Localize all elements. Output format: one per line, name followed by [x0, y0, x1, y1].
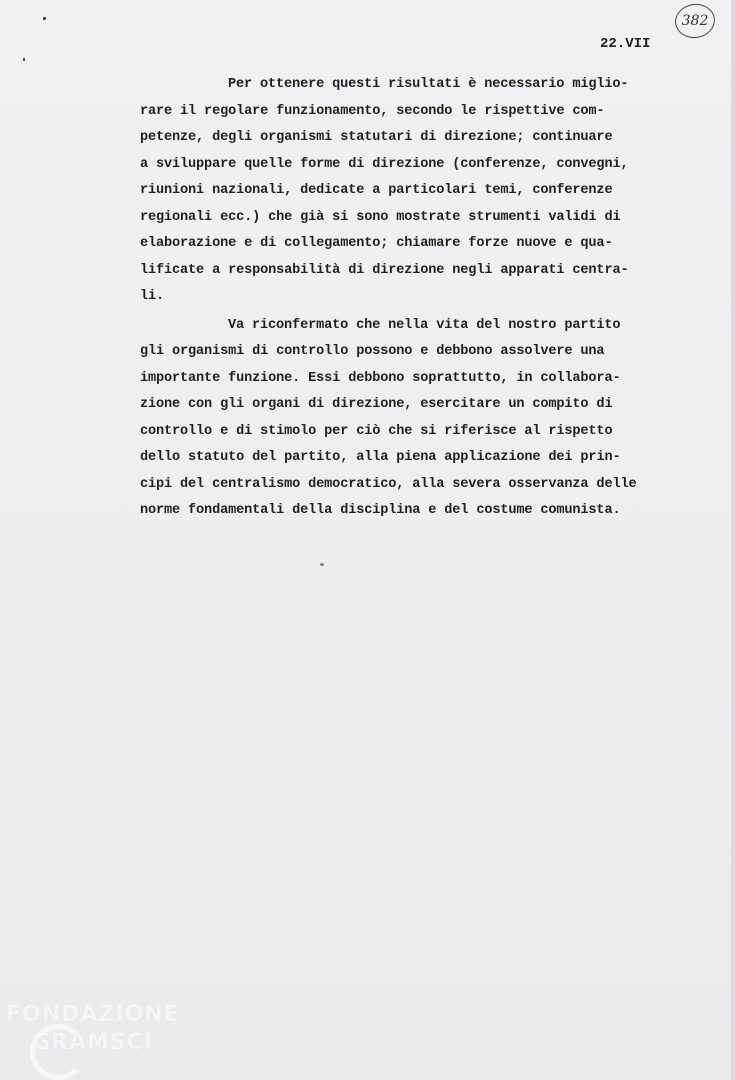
text-line: cipi del centralismo democratico, alla severa osservanza delle: [140, 476, 637, 492]
text-line: gli organismi di controllo possono e debbono assolvere una: [140, 344, 605, 359]
text-line: dello statuto del partito, alla piena applicazione dei prin-: [140, 450, 621, 465]
ink-speck: [23, 58, 25, 61]
watermark-line-2: GRAMSCI: [32, 1030, 154, 1055]
body-text: [140, 72, 680, 525]
watermark-line-1: FONDAZIONE: [6, 1002, 180, 1027]
paragraph-2: [140, 313, 680, 525]
text-line: a sviluppare quelle forme di direzione (conferenze, convegni,: [140, 156, 629, 172]
text-line: li.: [140, 289, 165, 304]
archive-watermark: [6, 1002, 181, 1072]
page-reference: 22.VII: [600, 36, 651, 52]
text-line: Per ottenere questi risultati è necessario miglio-: [228, 77, 629, 92]
text-line: norme fondamentali della disciplina e del costume comunista.: [140, 503, 621, 518]
archive-page-number-text: 382: [681, 13, 709, 29]
archive-page-number: [675, 4, 715, 38]
text-line: rare il regolare funzionamento, secondo le rispettive com-: [140, 103, 605, 119]
text-line: regionali ecc.) che già si sono mostrate strumenti validi di: [140, 209, 621, 225]
text-line: zione con gli organi di direzione, esercitare un compito di: [140, 397, 613, 412]
page-number-circle: [673, 1, 717, 40]
text-line: petenze, degli organismi statutari di direzione; continuare: [140, 130, 613, 145]
text-line: riunioni nazionali, dedicate a particolari temi, conferenze: [140, 183, 613, 198]
text-line: importante funzione. Essi debbono soprattutto, in collabora-: [140, 370, 621, 386]
ink-mark: [320, 563, 324, 566]
text-line: Va riconfermato che nella vita del nostro partito: [228, 317, 621, 333]
text-line: elaborazione e di collegamento; chiamare forze nuove e qua-: [140, 236, 613, 251]
ink-speck: [43, 17, 46, 20]
text-line: lificate a responsabilità di direzione negli apparati centra-: [140, 262, 629, 278]
page-edge: [731, 0, 735, 1080]
paragraph-1: [140, 72, 680, 311]
text-line: controllo e di stimolo per ciò che si riferisce al rispetto: [140, 423, 613, 439]
